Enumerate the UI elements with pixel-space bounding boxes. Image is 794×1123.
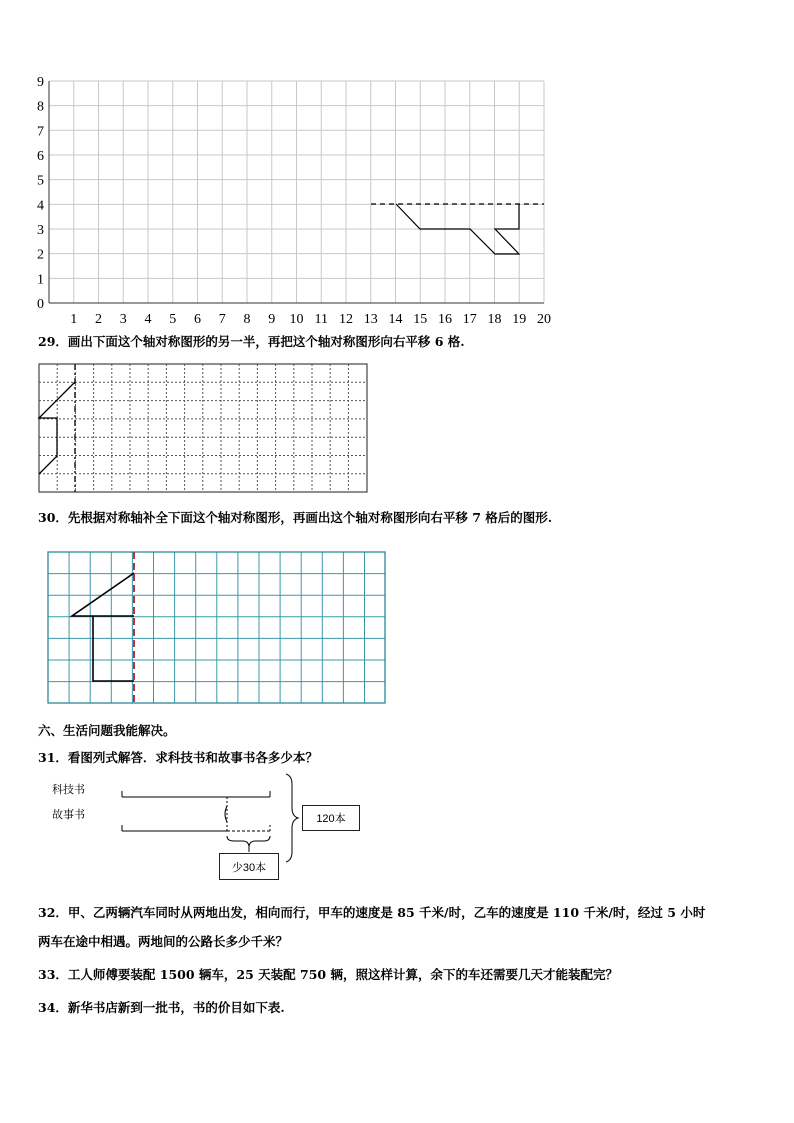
- coordinate-grid: [0, 0, 794, 330]
- question-29: [38, 333, 465, 351]
- question-text: 先根据对称轴补全下面这个轴对称图形，再画出这个轴对称图形向右平移 7 格后的图形.: [67, 510, 553, 525]
- question-34: [38, 999, 285, 1017]
- x-tick-label: 2: [95, 312, 102, 327]
- x-tick-label: 9: [268, 312, 276, 327]
- y-tick-label: 3: [37, 222, 44, 238]
- x-tick-label: 15: [413, 312, 428, 327]
- x-tick-label: 16: [438, 312, 452, 327]
- question-text: 画出下面这个轴对称图形的另一半，再把这个轴对称图形向右平移 6 格.: [67, 334, 465, 349]
- question-number: 32．: [38, 905, 68, 920]
- question-text-line1: 甲、乙两辆汽车同时从两地出发，相向而行，甲车的速度是 85 千米/时，乙车的速度是 110 千米/时，经过 5 小时: [67, 905, 706, 920]
- y-tick-label: 5: [37, 173, 44, 189]
- line-segment-diagram: [110, 770, 310, 870]
- question-30: [38, 509, 552, 527]
- question-text: 工人师傅要装配 1500 辆车，25 天装配 750 辆，照这样计算，余下的车还需要几天才能装配完？: [67, 967, 618, 982]
- x-tick-label: 20: [537, 312, 551, 327]
- x-tick-label: 11: [314, 312, 328, 327]
- x-tick-label: 4: [144, 312, 152, 327]
- question-32: [38, 904, 705, 922]
- grid-q29: [0, 360, 400, 500]
- question-text: 看图列式解答．求科技书和故事书各多少本？: [67, 750, 318, 765]
- y-tick-label: 8: [37, 99, 44, 115]
- y-tick-label: 9: [37, 74, 44, 90]
- x-tick-label: 10: [289, 312, 304, 327]
- y-tick-label: 2: [37, 247, 44, 263]
- label-science-books: 科技书: [52, 784, 85, 796]
- question-number: 29．: [38, 334, 68, 349]
- y-tick-label: 1: [37, 272, 44, 288]
- question-32-continued: 两车在途中相遇。两地间的公路长多少千米？: [38, 934, 289, 949]
- x-tick-label: 13: [363, 312, 378, 327]
- x-tick-label: 18: [487, 312, 502, 327]
- question-number: 30．: [38, 510, 68, 525]
- grid-q30: [0, 548, 400, 708]
- x-tick-label: 6: [194, 312, 201, 327]
- x-tick-label: 3: [119, 312, 127, 327]
- question-number: 31．: [38, 750, 68, 765]
- x-tick-label: 14: [388, 312, 403, 327]
- x-tick-label: 5: [169, 312, 177, 327]
- x-tick-label: 8: [243, 312, 251, 327]
- y-tick-label: 4: [37, 198, 44, 214]
- less-label-box: 少30本: [219, 853, 279, 880]
- question-number: 34．: [38, 1000, 68, 1015]
- label-story-books: 故事书: [52, 809, 85, 821]
- question-33: [38, 966, 618, 984]
- question-31: [38, 749, 318, 767]
- y-tick-label: 0: [37, 297, 44, 312]
- y-tick-label: 6: [37, 148, 44, 164]
- half-shape: [72, 573, 134, 616]
- total-label-box: 120本: [302, 805, 360, 831]
- question-text: 新华书店新到一批书，书的价目如下表.: [67, 1000, 285, 1015]
- x-tick-label: 12: [339, 312, 353, 327]
- x-tick-label: 7: [218, 312, 226, 327]
- y-tick-label: 7: [37, 124, 44, 140]
- x-tick-label: 1: [70, 312, 78, 327]
- question-number: 33．: [38, 967, 68, 982]
- x-tick-label: 19: [512, 312, 527, 327]
- x-tick-label: 17: [462, 312, 477, 327]
- section-heading: 六、生活问题我能解决。: [38, 723, 176, 738]
